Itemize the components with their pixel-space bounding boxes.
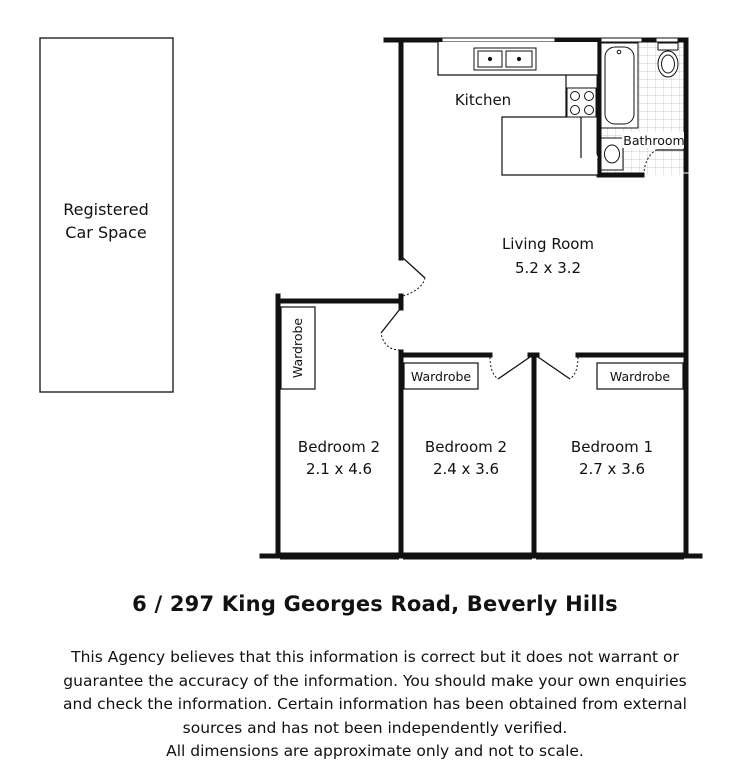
bedroom-2a-label: Bedroom 2 [297, 438, 381, 456]
bedroom-1-label: Bedroom 1 [570, 438, 654, 456]
living-room-label: Living Room [501, 235, 595, 253]
toilet [658, 43, 678, 77]
door-bedroom-1 [538, 357, 578, 379]
bedroom-1-size: 2.7 x 3.6 [578, 460, 646, 478]
disclaimer-line-4: sources and has not been independently verified. [182, 718, 568, 737]
disclaimer-line-1: This Agency believes that this information is correct but it does not warrant or [71, 648, 679, 666]
kitchen-sink [474, 48, 536, 70]
wardrobe-right-label: Wardrobe [609, 369, 671, 384]
disclaimer-line-2: guarantee the accuracy of the information. You should make your own enquiries [63, 671, 687, 690]
cooktop [567, 88, 596, 117]
living-room-size: 5.2 x 3.2 [514, 259, 582, 277]
disclaimer [40, 646, 710, 764]
door-bedroom-2b [490, 357, 530, 379]
car-space-label-line2: Car Space [65, 223, 147, 242]
bathroom-label: Bathroom [623, 133, 685, 148]
disclaimer-line-5: All dimensions are approximate only and not to scale. [166, 742, 584, 761]
disclaimer-line-3: and check the information. Certain information has been obtained from external [63, 695, 687, 714]
door-living-entry [403, 258, 425, 296]
bedroom-2b-label: Bedroom 2 [424, 438, 508, 456]
wardrobe-middle-label: Wardrobe [410, 369, 472, 384]
bathtub [601, 43, 638, 128]
bedroom-2b-size: 2.4 x 3.6 [432, 460, 500, 478]
wardrobe-left-label: Wardrobe [290, 317, 305, 379]
vanity-basin [601, 138, 623, 170]
kitchen-label: Kitchen [454, 91, 512, 109]
bedroom-2a-size: 2.1 x 4.6 [305, 460, 373, 478]
car-space-label-line1: Registered [63, 200, 149, 219]
door-bedroom-2a [381, 309, 400, 350]
property-address: 6 / 297 King Georges Road, Beverly Hills [132, 592, 618, 616]
